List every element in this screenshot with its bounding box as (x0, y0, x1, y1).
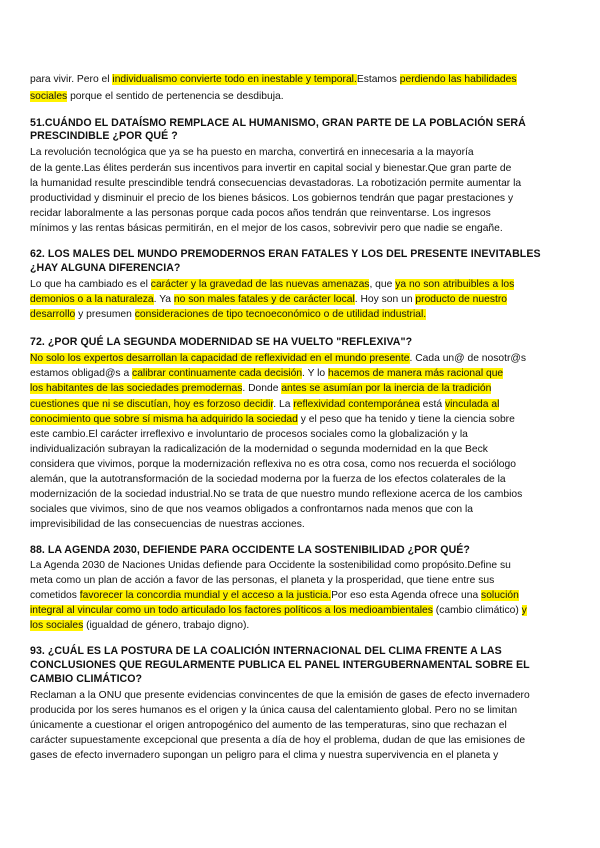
body-text: . Cada un@ de nosotr@s (409, 353, 526, 364)
highlighted-text: desarrollo (30, 309, 76, 320)
body-line (30, 734, 525, 747)
body-line (30, 574, 494, 587)
section-heading: 51.CUÁNDO EL DATAÍSMO REMPLACE AL HUMANISMO, GRAN PARTE DE LA POBLACIÓN SERÁ (30, 117, 526, 129)
body-line (30, 308, 426, 321)
body-line (30, 293, 507, 306)
body-text: porque el sentido de pertenencia se desdibuja. (67, 91, 284, 102)
section-heading: PRESCINDIBLE ¿POR QUÉ ? (30, 130, 178, 142)
section-heading: 93. ¿CUÁL ES LA POSTURA DE LA COALICIÓN INTERNACIONAL DEL CLIMA FRENTE A LAS (30, 645, 502, 657)
section-heading: CAMBIO CLIMÁTICO? (30, 673, 143, 685)
body-text: este cambio.El carácter irreflexivo e involuntario de procesos sociales como la globalización y la (30, 429, 468, 440)
body-text: modernización de la sociedad industrial.No se trata de que nuestro mundo reflexione acerca de los cambios (30, 489, 523, 500)
body-line (30, 73, 517, 86)
body-line (30, 619, 249, 632)
section-heading: 88. LA AGENDA 2030, DEFIENDE PARA OCCIDENTE LA SOSTENIBILIDAD ¿POR QUÉ? (30, 544, 470, 556)
section-heading: 72. ¿POR QUÉ LA SEGUNDA MODERNIDAD SE HA VUELTO "REFLEXIVA"? (30, 336, 413, 348)
highlighted-text: demonios o a la naturaleza (30, 294, 154, 305)
body-text: únicamente a cuestionar el origen antropogénico del aumento de las temperaturas, sino que rechazan el (30, 720, 507, 731)
body-line (30, 222, 503, 235)
body-line (30, 719, 507, 732)
body-line (30, 207, 491, 220)
section-heading: CONCLUSIONES QUE REGULARMENTE PUBLICA EL PANEL INTERGUBERNAMENTAL SOBRE EL (30, 659, 530, 671)
body-text: considera que vivimos, porque la modernización reflexiva no es otra cosa, como nos recuerda el sociólogo (30, 459, 516, 470)
body-line (30, 488, 522, 501)
body-text: para vivir. Pero el (30, 74, 113, 85)
body-text: La revolución tecnológica que ya se ha puesto en marcha, convertirá en innecesaria a la mayoría (30, 147, 474, 158)
highlighted-text: los habitantes de las sociedades premodernas (30, 383, 243, 394)
highlighted-text: ya no son atribuibles a los (395, 279, 515, 290)
highlighted-text: producto de nuestro (415, 294, 508, 305)
body-line (30, 90, 284, 103)
body-text: de la gente.Las élites perderán sus incentivos para invertir en capital social y bienestar.Que gran parte de (30, 163, 512, 174)
body-text: imprevisibilidad de las consecuencias de nuestras acciones. (30, 519, 305, 530)
body-text: y presumen (75, 309, 135, 320)
body-line (30, 352, 526, 365)
body-text: estamos obligad@s a (30, 368, 133, 379)
highlighted-text: vinculada al (445, 399, 500, 410)
body-text: está (419, 399, 445, 410)
highlighted-text: no son males fatales y de carácter local (173, 294, 355, 305)
body-line (30, 503, 473, 516)
body-text: (cambio climático) (432, 605, 522, 616)
body-text: la humanidad resulte prescindible tendrá consecuencias devastadoras. La robotización permite aumentar la (30, 178, 522, 189)
highlighted-text: y (521, 605, 527, 616)
body-text: cometidos (30, 590, 80, 601)
body-line (30, 278, 514, 291)
highlighted-text: favorecer la concordia mundial y el acceso a la justicia. (79, 590, 332, 601)
body-text: producida por los seres humanos es el origen y la única causa del calentamiento global. Pero no se limitan (30, 705, 518, 716)
body-line (30, 589, 519, 602)
highlighted-text: solución (481, 590, 519, 601)
body-line (30, 162, 511, 175)
highlighted-text: consideraciones de tipo tecnoeconómico o de utilidad industrial. (134, 309, 427, 320)
body-text: individualización subrayan la radicalización de la modernidad o segunda modernidad en la que Beck (30, 444, 488, 455)
body-line (30, 192, 513, 205)
body-line (30, 689, 530, 702)
body-line (30, 413, 515, 426)
highlighted-text: carácter y la gravedad de las nuevas amenazas (150, 279, 370, 290)
body-text: mínimos y las rentas básicas permitirán, en el mejor de los casos, sobrevivir pero que nadie se engañe. (30, 223, 503, 234)
body-text: sociales que vivimos, sino de que nos veamos obligados a confrontarnos nada menos que con la (30, 504, 474, 515)
body-text: Reclaman a la ONU que presente evidencias convincentes de que la emisión de gases de efecto invernadero (30, 690, 530, 701)
highlighted-text: reflexividad contemporánea (293, 399, 420, 410)
highlighted-text: sociales (30, 91, 68, 102)
highlighted-text: los sociales (30, 620, 84, 631)
body-text: (igualdad de género, trabajo digno). (83, 620, 250, 631)
body-line (30, 382, 491, 395)
body-line (30, 458, 516, 471)
highlighted-text: antes se asumían por la inercia de la tradición (281, 383, 492, 394)
body-line (30, 473, 506, 486)
highlighted-text: perdiendo las habilidades (399, 74, 517, 85)
body-text: La Agenda 2030 de Naciones Unidas defiende para Occidente la sostenibilidad como propósito.Define su (30, 560, 511, 571)
body-text: , que (369, 279, 396, 290)
highlighted-text: integral al vincular como un todo articulado los factores políticos a los medioambientales (30, 605, 433, 616)
body-line (30, 704, 517, 717)
highlighted-text: No solo los expertos desarrollan la capacidad de reflexividad en el mundo presente (30, 353, 410, 364)
body-line (30, 604, 527, 617)
body-text: . Ya (153, 294, 174, 305)
body-line (30, 398, 499, 411)
body-text: y el peso que ha tenido y tiene la ciencia sobre (297, 414, 515, 425)
body-text: meta como un plan de acción a favor de las personas, el planeta y la prosperidad, que tiene entre sus (30, 575, 495, 586)
body-text: carácter supuestamente excepcional que presenta a día de hoy el problema, dudan de que las emisiones de (30, 735, 526, 746)
body-line (30, 559, 511, 572)
highlighted-text: calibrar continuamente cada decisión (132, 368, 303, 379)
body-text: . Y lo (302, 368, 329, 379)
highlighted-text: cuestiones que ni se discutían, hoy es forzoso decidir (30, 399, 274, 410)
body-text: Por eso esta Agenda ofrece una (331, 590, 482, 601)
section-heading: 62. LOS MALES DEL MUNDO PREMODERNOS ERAN FATALES Y LOS DEL PRESENTE INEVITABLES (30, 248, 541, 260)
body-line (30, 518, 305, 531)
body-text: gases de efecto invernadero supongan un peligro para el clima y nuestra supervivencia en el planeta y (30, 750, 499, 761)
body-line (30, 177, 521, 190)
body-line (30, 443, 488, 456)
body-line (30, 749, 498, 762)
highlighted-text: hacemos de manera más racional que (328, 368, 504, 379)
body-text: alemán, que la autotransformación de la sociedad moderna por la fuerza de los efectos colaterales de la (30, 474, 506, 485)
body-text: recidar laboralmente a las personas porque cada pocos años tendrán que reinventarse. Los ingresos (30, 208, 491, 219)
body-text: productividad y disminuir el precio de los bienes básicos. Los gobiernos tendrán que pagar prestaciones y (30, 193, 514, 204)
section-heading: ¿HAY ALGUNA DIFERENCIA? (30, 262, 181, 274)
body-line (30, 146, 474, 159)
body-text: . Donde (242, 383, 282, 394)
body-text: . La (273, 399, 294, 410)
body-line (30, 428, 468, 441)
body-text: Estamos (356, 74, 400, 85)
body-line (30, 367, 503, 380)
body-text: . Hoy son un (354, 294, 416, 305)
highlighted-text: individualismo convierte todo en inestable y temporal. (112, 74, 357, 85)
body-text: Lo que ha cambiado es el (30, 279, 151, 290)
highlighted-text: conocimiento que sobre sí misma ha adquirido la sociedad (30, 414, 298, 425)
